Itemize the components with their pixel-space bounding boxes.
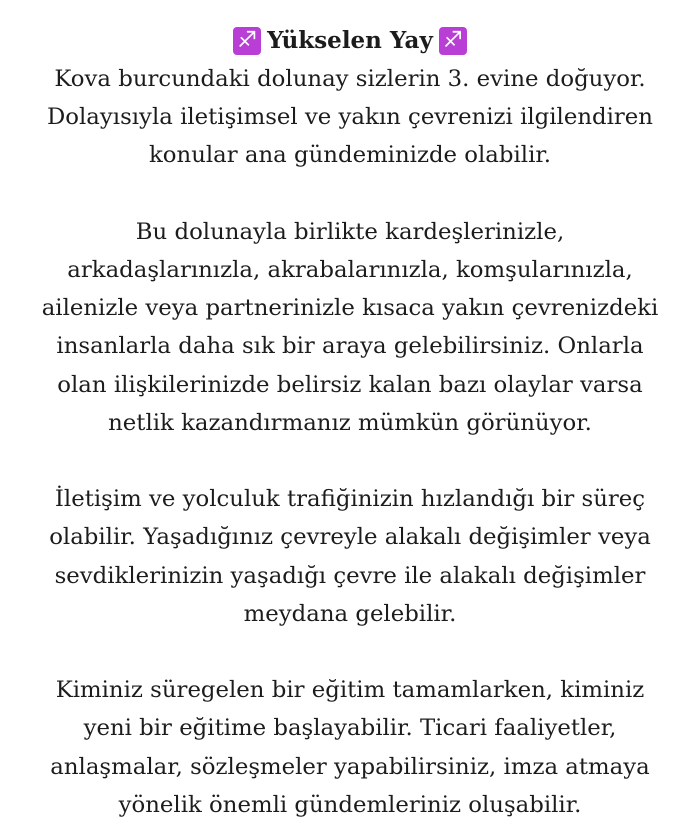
paragraph-3 [16,480,684,633]
text-line: meydana gelebilir. [243,600,457,627]
text-line: Dolayısıyla iletişimsel ve yakın çevrenizi ilgilendiren [47,104,653,131]
sagittarius-icon: ♐ [439,27,467,55]
text-line: ailenizle veya partnerinizle kısaca yakın çevrenizdeki [41,295,659,322]
page-title [16,22,684,60]
text-line: konular ana gündeminizde olabilir. [148,142,552,169]
sagittarius-icon: ♐ [233,27,261,55]
text-line: olabilir. Yaşadığınız çevreyle alakalı değişimler veya [49,524,651,551]
text-line: Bu dolunayla birlikte kardeşlerinizle, [135,218,565,245]
text-line: insanlarla daha sık bir araya gelebilirsiniz. Onlarla [56,333,644,360]
text-line: sevdiklerinizin yaşadığı çevre ile alakalı değişimler [54,562,646,589]
text-line: yönelik önemli gündemleriniz oluşabilir. [118,791,582,818]
text-line: anlaşmalar, sözleşmeler yapabilirsiniz, imza atmaya [50,753,650,780]
paragraph-spacer [16,175,684,213]
text-line: arkadaşlarınızla, akrabalarınızla, komşularınızla, [67,257,633,283]
text-line: yeni bir eğitime başlayabilir. Ticari faaliyetler, [83,715,617,742]
text-line: netlik kazandırmanız mümkün görünüyor. [108,409,592,436]
title-text: Yükselen Yay [267,27,433,54]
paragraph-4 [16,671,684,824]
paragraph-spacer [16,633,684,671]
text-line: İletişim ve yolculuk trafiğinizin hızlandığı bir süreç [54,486,646,513]
text-line: Kova burcundaki dolunay sizlerin 3. evine doğuyor. [54,66,646,92]
paragraph-2 [16,213,684,442]
paragraph-1 [16,60,684,175]
paragraph-spacer [16,442,684,480]
text-line: olan ilişkilerinizde belirsiz kalan bazı olaylar varsa [57,371,643,398]
text-line: Kiminiz süregelen bir eğitim tamamlarken, kiminiz [55,677,645,704]
